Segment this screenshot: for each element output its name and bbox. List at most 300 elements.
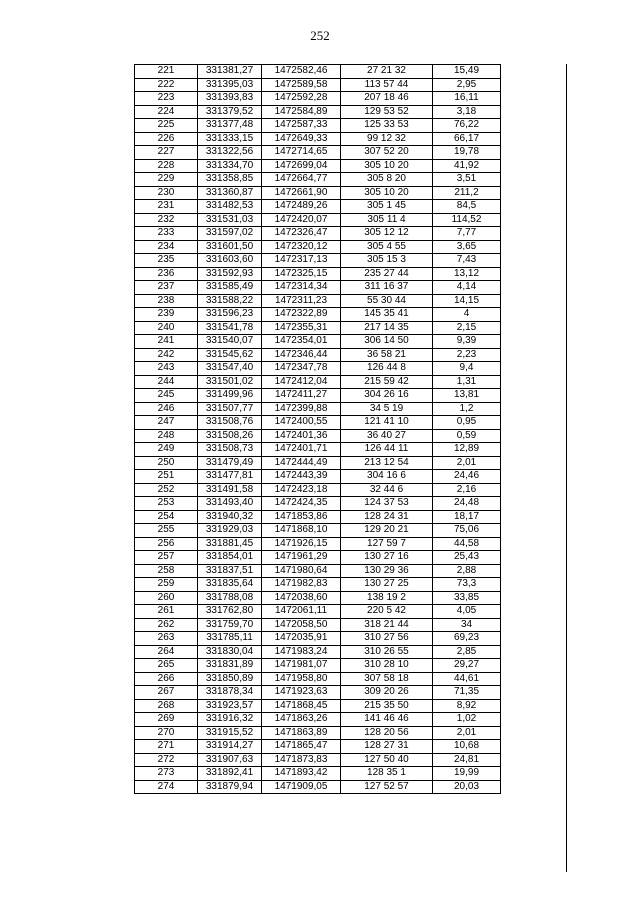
point-number-cell: 248 [135, 429, 198, 443]
x-coordinate-cell: 331379,52 [198, 105, 262, 119]
distance-cell: 33,85 [433, 591, 501, 605]
table-row [135, 564, 501, 578]
table-row [135, 254, 501, 268]
point-number-cell: 236 [135, 267, 198, 281]
direction-angle-cell: 305 15 3 [341, 254, 433, 268]
direction-angle-cell: 304 16 6 [341, 470, 433, 484]
x-coordinate-cell: 331762,80 [198, 605, 262, 619]
direction-angle-cell: 207 18 46 [341, 92, 433, 106]
x-coordinate-cell: 331854,01 [198, 551, 262, 565]
direction-angle-cell: 310 28 10 [341, 659, 433, 673]
x-coordinate-cell: 331879,94 [198, 780, 262, 794]
direction-angle-cell: 307 52 20 [341, 146, 433, 160]
direction-angle-cell: 125 33 53 [341, 119, 433, 133]
y-coordinate-cell: 1471868,45 [262, 699, 341, 713]
point-number-cell: 231 [135, 200, 198, 214]
distance-cell: 71,35 [433, 686, 501, 700]
table-row [135, 672, 501, 686]
table-row [135, 227, 501, 241]
x-coordinate-cell: 331501,02 [198, 375, 262, 389]
y-coordinate-cell: 1472649,33 [262, 132, 341, 146]
point-number-cell: 249 [135, 443, 198, 457]
x-coordinate-cell: 331508,76 [198, 416, 262, 430]
direction-angle-cell: 129 20 21 [341, 524, 433, 538]
distance-cell: 2,01 [433, 456, 501, 470]
y-coordinate-cell: 1472322,89 [262, 308, 341, 322]
direction-angle-cell: 138 19 2 [341, 591, 433, 605]
y-coordinate-cell: 1471865,47 [262, 740, 341, 754]
point-number-cell: 258 [135, 564, 198, 578]
y-coordinate-cell: 1471853,86 [262, 510, 341, 524]
table-row [135, 618, 501, 632]
point-number-cell: 263 [135, 632, 198, 646]
point-number-cell: 268 [135, 699, 198, 713]
point-number-cell: 250 [135, 456, 198, 470]
point-number-cell: 234 [135, 240, 198, 254]
x-coordinate-cell: 331907,63 [198, 753, 262, 767]
distance-cell: 2,15 [433, 321, 501, 335]
direction-angle-cell: 304 26 16 [341, 389, 433, 403]
y-coordinate-cell: 1471961,29 [262, 551, 341, 565]
distance-cell: 41,92 [433, 159, 501, 173]
point-number-cell: 242 [135, 348, 198, 362]
x-coordinate-cell: 331585,49 [198, 281, 262, 295]
x-coordinate-cell: 331322,56 [198, 146, 262, 160]
y-coordinate-cell: 1471863,89 [262, 726, 341, 740]
direction-angle-cell: 130 29 36 [341, 564, 433, 578]
table-row [135, 92, 501, 106]
x-coordinate-cell: 331358,85 [198, 173, 262, 187]
table-row [135, 213, 501, 227]
table-row [135, 362, 501, 376]
y-coordinate-cell: 1472061,11 [262, 605, 341, 619]
right-margin-line [566, 64, 567, 872]
distance-cell: 14,15 [433, 294, 501, 308]
table-row [135, 429, 501, 443]
table-row [135, 159, 501, 173]
y-coordinate-cell: 1472443,39 [262, 470, 341, 484]
direction-angle-cell: 217 14 35 [341, 321, 433, 335]
direction-angle-cell: 141 46 46 [341, 713, 433, 727]
distance-cell: 1,31 [433, 375, 501, 389]
y-coordinate-cell: 1472412,04 [262, 375, 341, 389]
x-coordinate-cell: 331915,52 [198, 726, 262, 740]
y-coordinate-cell: 1472661,90 [262, 186, 341, 200]
x-coordinate-cell: 331603,60 [198, 254, 262, 268]
y-coordinate-cell: 1472699,04 [262, 159, 341, 173]
y-coordinate-cell: 1471923,63 [262, 686, 341, 700]
distance-cell: 3,18 [433, 105, 501, 119]
x-coordinate-cell: 331377,48 [198, 119, 262, 133]
y-coordinate-cell: 1472400,55 [262, 416, 341, 430]
distance-cell: 24,81 [433, 753, 501, 767]
point-number-cell: 266 [135, 672, 198, 686]
distance-cell: 8,92 [433, 699, 501, 713]
distance-cell: 16,11 [433, 92, 501, 106]
point-number-cell: 257 [135, 551, 198, 565]
distance-cell: 3,65 [433, 240, 501, 254]
point-number-cell: 225 [135, 119, 198, 133]
table-row [135, 186, 501, 200]
distance-cell: 0,59 [433, 429, 501, 443]
x-coordinate-cell: 331892,41 [198, 767, 262, 781]
point-number-cell: 252 [135, 483, 198, 497]
x-coordinate-cell: 331479,49 [198, 456, 262, 470]
point-number-cell: 272 [135, 753, 198, 767]
direction-angle-cell: 318 21 44 [341, 618, 433, 632]
direction-angle-cell: 310 27 56 [341, 632, 433, 646]
point-number-cell: 227 [135, 146, 198, 160]
table-row [135, 632, 501, 646]
direction-angle-cell: 309 20 26 [341, 686, 433, 700]
table-row [135, 240, 501, 254]
distance-cell: 9,4 [433, 362, 501, 376]
y-coordinate-cell: 1471868,10 [262, 524, 341, 538]
y-coordinate-cell: 1472401,36 [262, 429, 341, 443]
x-coordinate-cell: 331596,23 [198, 308, 262, 322]
y-coordinate-cell: 1472589,58 [262, 78, 341, 92]
direction-angle-cell: 129 53 52 [341, 105, 433, 119]
point-number-cell: 270 [135, 726, 198, 740]
point-number-cell: 265 [135, 659, 198, 673]
distance-cell: 7,77 [433, 227, 501, 241]
point-number-cell: 273 [135, 767, 198, 781]
x-coordinate-cell: 331830,04 [198, 645, 262, 659]
distance-cell: 75,06 [433, 524, 501, 538]
x-coordinate-cell: 331493,40 [198, 497, 262, 511]
point-number-cell: 245 [135, 389, 198, 403]
direction-angle-cell: 55 30 44 [341, 294, 433, 308]
x-coordinate-cell: 331507,77 [198, 402, 262, 416]
point-number-cell: 240 [135, 321, 198, 335]
x-coordinate-cell: 331545,62 [198, 348, 262, 362]
x-coordinate-cell: 331499,96 [198, 389, 262, 403]
direction-angle-cell: 32 44 6 [341, 483, 433, 497]
table-row [135, 65, 501, 79]
x-coordinate-cell: 331940,32 [198, 510, 262, 524]
direction-angle-cell: 305 8 20 [341, 173, 433, 187]
table-row [135, 335, 501, 349]
x-coordinate-cell: 331914,27 [198, 740, 262, 754]
distance-cell: 4,05 [433, 605, 501, 619]
direction-angle-cell: 306 14 50 [341, 335, 433, 349]
direction-angle-cell: 99 12 32 [341, 132, 433, 146]
y-coordinate-cell: 1472326,47 [262, 227, 341, 241]
x-coordinate-cell: 331547,40 [198, 362, 262, 376]
direction-angle-cell: 36 58 21 [341, 348, 433, 362]
table-row [135, 551, 501, 565]
direction-angle-cell: 220 5 42 [341, 605, 433, 619]
y-coordinate-cell: 1472354,01 [262, 335, 341, 349]
distance-cell: 3,51 [433, 173, 501, 187]
x-coordinate-cell: 331541,78 [198, 321, 262, 335]
y-coordinate-cell: 1472444,49 [262, 456, 341, 470]
y-coordinate-cell: 1471863,26 [262, 713, 341, 727]
distance-cell: 69,23 [433, 632, 501, 646]
table-row [135, 699, 501, 713]
table-row [135, 132, 501, 146]
distance-cell: 7,43 [433, 254, 501, 268]
point-number-cell: 246 [135, 402, 198, 416]
distance-cell: 19,78 [433, 146, 501, 160]
point-number-cell: 226 [135, 132, 198, 146]
point-number-cell: 260 [135, 591, 198, 605]
x-coordinate-cell: 331850,89 [198, 672, 262, 686]
table-row [135, 659, 501, 673]
distance-cell: 44,61 [433, 672, 501, 686]
distance-cell: 24,46 [433, 470, 501, 484]
x-coordinate-cell: 331531,03 [198, 213, 262, 227]
x-coordinate-cell: 331482,53 [198, 200, 262, 214]
table-row [135, 686, 501, 700]
direction-angle-cell: 113 57 44 [341, 78, 433, 92]
y-coordinate-cell: 1471983,24 [262, 645, 341, 659]
distance-cell: 4 [433, 308, 501, 322]
distance-cell: 13,81 [433, 389, 501, 403]
distance-cell: 10,68 [433, 740, 501, 754]
direction-angle-cell: 128 24 31 [341, 510, 433, 524]
x-coordinate-cell: 331835,64 [198, 578, 262, 592]
direction-angle-cell: 130 27 16 [341, 551, 433, 565]
direction-angle-cell: 305 4 55 [341, 240, 433, 254]
coordinates-table-body [135, 65, 501, 794]
x-coordinate-cell: 331929,03 [198, 524, 262, 538]
direction-angle-cell: 235 27 44 [341, 267, 433, 281]
point-number-cell: 228 [135, 159, 198, 173]
point-number-cell: 239 [135, 308, 198, 322]
x-coordinate-cell: 331395,03 [198, 78, 262, 92]
point-number-cell: 222 [135, 78, 198, 92]
distance-cell: 1,02 [433, 713, 501, 727]
x-coordinate-cell: 331788,08 [198, 591, 262, 605]
distance-cell: 24,48 [433, 497, 501, 511]
table-row [135, 416, 501, 430]
y-coordinate-cell: 1472411,27 [262, 389, 341, 403]
point-number-cell: 262 [135, 618, 198, 632]
y-coordinate-cell: 1472347,78 [262, 362, 341, 376]
distance-cell: 13,12 [433, 267, 501, 281]
table-row [135, 605, 501, 619]
y-coordinate-cell: 1471958,80 [262, 672, 341, 686]
y-coordinate-cell: 1472314,34 [262, 281, 341, 295]
table-row [135, 200, 501, 214]
direction-angle-cell: 305 11 4 [341, 213, 433, 227]
point-number-cell: 241 [135, 335, 198, 349]
x-coordinate-cell: 331477,81 [198, 470, 262, 484]
y-coordinate-cell: 1471873,83 [262, 753, 341, 767]
y-coordinate-cell: 1472420,07 [262, 213, 341, 227]
table-row [135, 348, 501, 362]
table-row [135, 375, 501, 389]
point-number-cell: 251 [135, 470, 198, 484]
table-row [135, 645, 501, 659]
table-row [135, 767, 501, 781]
x-coordinate-cell: 331491,58 [198, 483, 262, 497]
x-coordinate-cell: 331360,87 [198, 186, 262, 200]
table-row [135, 713, 501, 727]
distance-cell: 18,17 [433, 510, 501, 524]
point-number-cell: 259 [135, 578, 198, 592]
coordinates-table [134, 64, 501, 794]
table-row [135, 470, 501, 484]
x-coordinate-cell: 331540,07 [198, 335, 262, 349]
distance-cell: 2,16 [433, 483, 501, 497]
y-coordinate-cell: 1471981,07 [262, 659, 341, 673]
point-number-cell: 261 [135, 605, 198, 619]
y-coordinate-cell: 1472311,23 [262, 294, 341, 308]
table-row [135, 578, 501, 592]
direction-angle-cell: 127 52 57 [341, 780, 433, 794]
direction-angle-cell: 215 35 50 [341, 699, 433, 713]
point-number-cell: 223 [135, 92, 198, 106]
distance-cell: 29,27 [433, 659, 501, 673]
table-row [135, 753, 501, 767]
direction-angle-cell: 305 12 12 [341, 227, 433, 241]
direction-angle-cell: 36 40 27 [341, 429, 433, 443]
direction-angle-cell: 126 44 8 [341, 362, 433, 376]
direction-angle-cell: 215 59 42 [341, 375, 433, 389]
y-coordinate-cell: 1472424,35 [262, 497, 341, 511]
point-number-cell: 243 [135, 362, 198, 376]
point-number-cell: 255 [135, 524, 198, 538]
point-number-cell: 267 [135, 686, 198, 700]
coordinates-table-container [134, 64, 501, 794]
table-row [135, 321, 501, 335]
x-coordinate-cell: 331334,70 [198, 159, 262, 173]
point-number-cell: 264 [135, 645, 198, 659]
x-coordinate-cell: 331916,32 [198, 713, 262, 727]
direction-angle-cell: 305 10 20 [341, 186, 433, 200]
direction-angle-cell: 126 44 11 [341, 443, 433, 457]
table-row [135, 483, 501, 497]
table-row [135, 105, 501, 119]
direction-angle-cell: 27 21 32 [341, 65, 433, 79]
y-coordinate-cell: 1471893,42 [262, 767, 341, 781]
y-coordinate-cell: 1472399,88 [262, 402, 341, 416]
direction-angle-cell: 34 5 19 [341, 402, 433, 416]
direction-angle-cell: 145 35 41 [341, 308, 433, 322]
table-row [135, 726, 501, 740]
distance-cell: 20,03 [433, 780, 501, 794]
y-coordinate-cell: 1472038,60 [262, 591, 341, 605]
direction-angle-cell: 305 1 45 [341, 200, 433, 214]
y-coordinate-cell: 1472714,65 [262, 146, 341, 160]
point-number-cell: 274 [135, 780, 198, 794]
direction-angle-cell: 311 16 37 [341, 281, 433, 295]
y-coordinate-cell: 1472317,13 [262, 254, 341, 268]
y-coordinate-cell: 1471982,83 [262, 578, 341, 592]
direction-angle-cell: 128 35 1 [341, 767, 433, 781]
y-coordinate-cell: 1472587,33 [262, 119, 341, 133]
x-coordinate-cell: 331381,27 [198, 65, 262, 79]
y-coordinate-cell: 1471926,15 [262, 537, 341, 551]
table-row [135, 524, 501, 538]
point-number-cell: 253 [135, 497, 198, 511]
point-number-cell: 244 [135, 375, 198, 389]
point-number-cell: 256 [135, 537, 198, 551]
y-coordinate-cell: 1472423,18 [262, 483, 341, 497]
distance-cell: 12,89 [433, 443, 501, 457]
point-number-cell: 254 [135, 510, 198, 524]
point-number-cell: 237 [135, 281, 198, 295]
distance-cell: 15,49 [433, 65, 501, 79]
direction-angle-cell: 310 26 55 [341, 645, 433, 659]
table-row [135, 456, 501, 470]
x-coordinate-cell: 331759,70 [198, 618, 262, 632]
distance-cell: 2,85 [433, 645, 501, 659]
distance-cell: 2,88 [433, 564, 501, 578]
y-coordinate-cell: 1472592,28 [262, 92, 341, 106]
y-coordinate-cell: 1472489,26 [262, 200, 341, 214]
x-coordinate-cell: 331592,93 [198, 267, 262, 281]
distance-cell: 19,99 [433, 767, 501, 781]
y-coordinate-cell: 1472058,50 [262, 618, 341, 632]
direction-angle-cell: 124 37 53 [341, 497, 433, 511]
x-coordinate-cell: 331601,50 [198, 240, 262, 254]
table-row [135, 173, 501, 187]
distance-cell: 44,58 [433, 537, 501, 551]
table-row [135, 402, 501, 416]
distance-cell: 2,23 [433, 348, 501, 362]
point-number-cell: 238 [135, 294, 198, 308]
y-coordinate-cell: 1472320,12 [262, 240, 341, 254]
y-coordinate-cell: 1472582,46 [262, 65, 341, 79]
direction-angle-cell: 305 10 20 [341, 159, 433, 173]
distance-cell: 4,14 [433, 281, 501, 295]
point-number-cell: 271 [135, 740, 198, 754]
table-row [135, 389, 501, 403]
y-coordinate-cell: 1472035,91 [262, 632, 341, 646]
x-coordinate-cell: 331508,73 [198, 443, 262, 457]
direction-angle-cell: 127 59 7 [341, 537, 433, 551]
table-row [135, 267, 501, 281]
x-coordinate-cell: 331785,11 [198, 632, 262, 646]
x-coordinate-cell: 331333,15 [198, 132, 262, 146]
point-number-cell: 221 [135, 65, 198, 79]
distance-cell: 2,95 [433, 78, 501, 92]
direction-angle-cell: 128 27 31 [341, 740, 433, 754]
point-number-cell: 232 [135, 213, 198, 227]
distance-cell: 2,01 [433, 726, 501, 740]
x-coordinate-cell: 331393,83 [198, 92, 262, 106]
direction-angle-cell: 121 41 10 [341, 416, 433, 430]
point-number-cell: 229 [135, 173, 198, 187]
point-number-cell: 235 [135, 254, 198, 268]
x-coordinate-cell: 331881,45 [198, 537, 262, 551]
point-number-cell: 224 [135, 105, 198, 119]
direction-angle-cell: 127 50 40 [341, 753, 433, 767]
y-coordinate-cell: 1472584,89 [262, 105, 341, 119]
x-coordinate-cell: 331878,34 [198, 686, 262, 700]
table-row [135, 510, 501, 524]
point-number-cell: 230 [135, 186, 198, 200]
table-row [135, 497, 501, 511]
distance-cell: 211,2 [433, 186, 501, 200]
direction-angle-cell: 130 27 25 [341, 578, 433, 592]
x-coordinate-cell: 331588,22 [198, 294, 262, 308]
distance-cell: 114,52 [433, 213, 501, 227]
distance-cell: 1,2 [433, 402, 501, 416]
table-row [135, 119, 501, 133]
x-coordinate-cell: 331508,26 [198, 429, 262, 443]
y-coordinate-cell: 1471980,64 [262, 564, 341, 578]
x-coordinate-cell: 331837,51 [198, 564, 262, 578]
table-row [135, 78, 501, 92]
table-row [135, 308, 501, 322]
x-coordinate-cell: 331597,02 [198, 227, 262, 241]
table-row [135, 281, 501, 295]
distance-cell: 76,22 [433, 119, 501, 133]
